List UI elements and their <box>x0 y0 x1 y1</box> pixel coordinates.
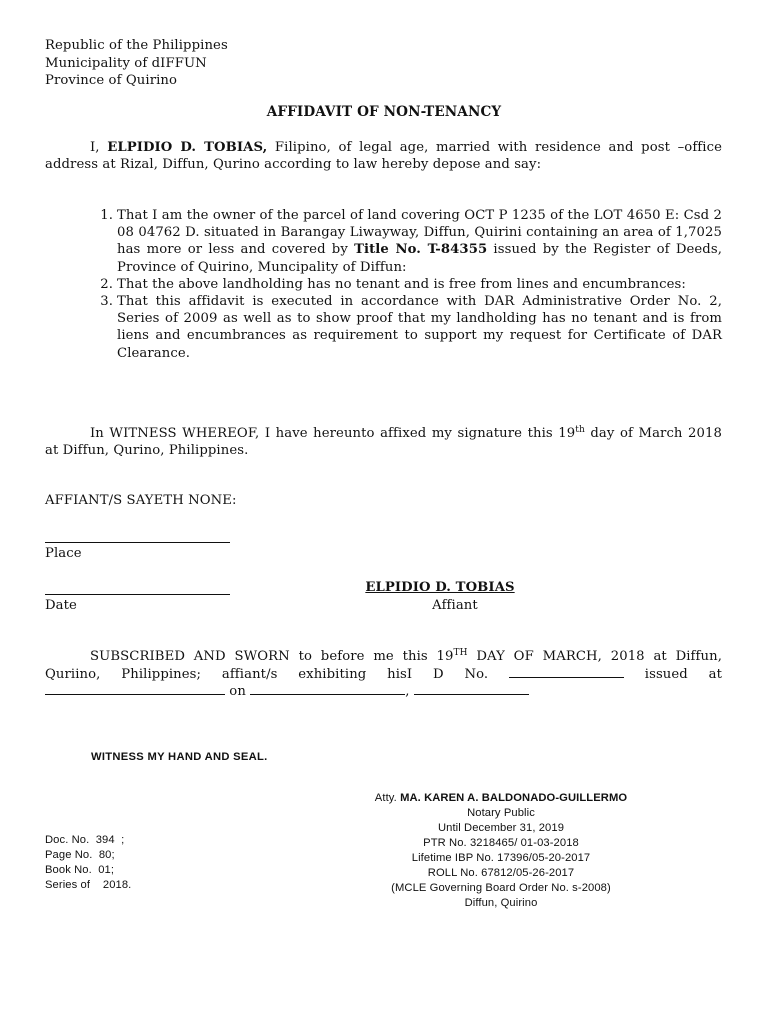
subscribed-text-d: issued at <box>623 666 722 682</box>
subscribed-text-e: on <box>225 684 251 700</box>
notary-title: Notary Public <box>467 807 535 819</box>
list-item-text <box>117 207 722 276</box>
header-republic: Republic of the Philippines <box>45 38 228 53</box>
witness-sup: th <box>575 425 585 435</box>
witness-hand-seal: WITNESS MY HAND AND SEAL. <box>91 751 268 763</box>
place-label: Place <box>45 546 82 561</box>
affiant-sayeth: AFFIANT/S SAYETH NONE: <box>45 493 237 508</box>
notary-atty-line <box>331 791 671 806</box>
notary-block <box>331 791 671 911</box>
notary-roll: ROLL No. 67812/05-26-2017 <box>427 867 575 879</box>
place-line <box>45 541 230 543</box>
document-header <box>45 37 228 90</box>
list-item <box>45 276 722 293</box>
issued-at-blank <box>45 683 225 695</box>
notary-ptr: PTR No. 3218465/ 01-03-2018 <box>423 837 579 849</box>
affiant-name-intro: ELPIDIO D. TOBIAS, <box>107 140 268 155</box>
list-item <box>45 293 722 362</box>
subscribed-text-c: DAY OF MARCH, 2018 at Diffun, Quriino, Philippines; affiant/s exhibiting hisI D No. <box>45 649 722 682</box>
intro-prefix: I, <box>90 140 108 155</box>
notary-place: Diffun, Quirino <box>464 897 538 909</box>
header-province: Province of Quirino <box>45 73 178 88</box>
doc-number: Doc. No. 394 ; <box>45 834 125 846</box>
item1-text-a: That I am the owner of the parcel of land covering OCT P 1235 of the LOT 4650 E: Csd 2 08 04762 D. situated in Barangay Liwayway, Diffun, Quirini containing an area of 1,7025 has more or less and covered by <box>117 208 722 258</box>
witness-whereof-paragraph <box>45 425 722 459</box>
issued-on-blank <box>250 683 405 695</box>
date-label: Date <box>45 598 77 613</box>
list-item-number: 1. <box>100 208 113 223</box>
doc-info <box>45 833 131 893</box>
list-item-text: That this affidavit is executed in accordance with DAR Administrative Order No. 2, Series of 2009 as well as to show proof that my landholding has no tenant and is from liens and encumbrances as requirement to support my request for Certificate of DAR Clearance. <box>117 294 722 361</box>
header-municipality: Municipality of dIFFUN <box>45 55 207 71</box>
witness-text-a: In WITNESS WHEREOF, I have hereunto affixed my signature this 19 <box>90 426 576 441</box>
subscribed-sup: TH <box>453 648 468 658</box>
subscribed-text-a: SUBSCRIBED AND SWORN <box>90 649 290 664</box>
list-item-number: 3. <box>100 294 113 310</box>
notary-until: Until December 31, 2019 <box>437 822 565 834</box>
notary-ibp: Lifetime IBP No. 17396/05-20-2017 <box>411 852 591 864</box>
intro-text: Filipino, of legal age, married with residence and post –office address at Rizal, Diffun, Qurino according to law hereby depose and say: <box>45 140 722 173</box>
subscribed-text-b: to before me this 19 <box>289 649 454 664</box>
list-item <box>45 207 722 276</box>
document-title: AFFIDAVIT OF NON-TENANCY <box>266 104 502 120</box>
item1-text-b: issued by the Register of Deeds, Province of Quirino, Muncipality of Diffun: <box>117 242 722 275</box>
page-number: Page No. 80; <box>45 849 115 861</box>
issued-extra-blank <box>414 683 529 695</box>
atty-prefix: Atty. <box>374 792 401 804</box>
series-year: Series of 2018. <box>45 879 132 891</box>
notary-name: MA. KAREN A. BALDONADO-GUILLERMO <box>400 792 628 804</box>
affiant-signature-name: ELPIDIO D. TOBIAS <box>365 580 515 595</box>
book-number: Book No. 01; <box>45 864 115 876</box>
id-number-blank <box>509 666 624 678</box>
witness-text-b: day of March 2018 at Diffun, Qurino, Philippines. <box>45 426 722 459</box>
subscribed-text-f: , <box>405 684 414 700</box>
affiant-label: Affiant <box>432 598 478 613</box>
intro-paragraph <box>45 139 722 173</box>
list-item-text: That the above landholding has no tenant and is free from lines and encumbrances: <box>117 276 686 292</box>
list-item-number: 2. <box>100 276 113 292</box>
title-number: Title No. T-84355 <box>354 242 488 258</box>
subscribed-paragraph <box>45 648 722 701</box>
depositions-list <box>45 207 722 362</box>
notary-mcle: (MCLE Governing Board Order No. s-2008) <box>391 882 611 894</box>
date-line <box>45 593 230 595</box>
